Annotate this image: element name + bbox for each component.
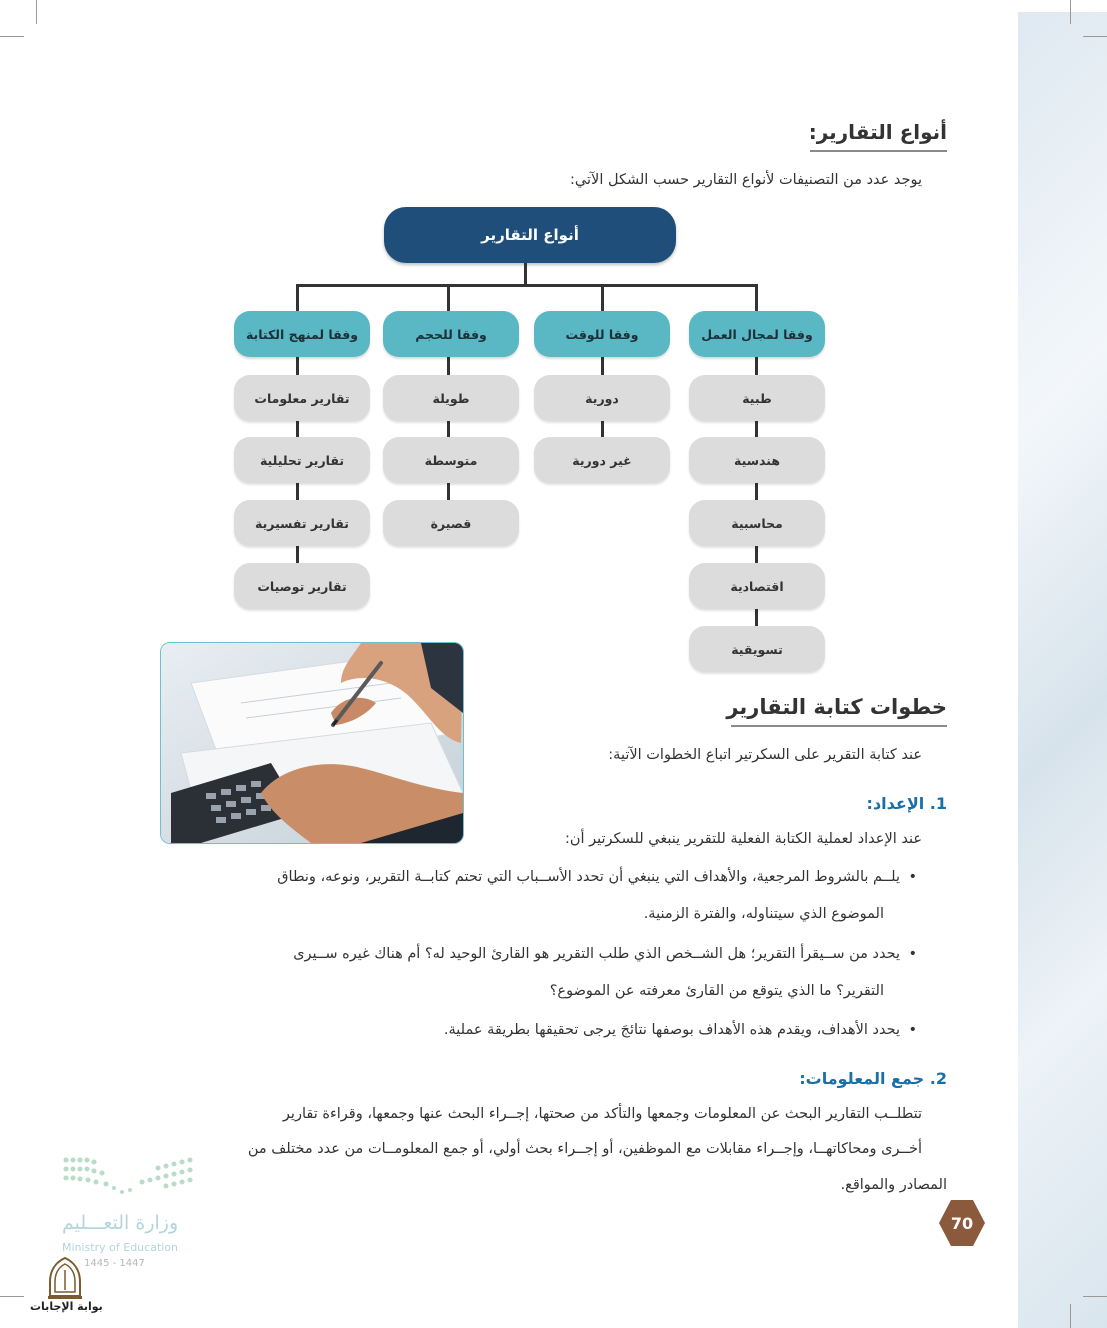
bullet-2-line-1: يحدد من ســيقرأ التقرير؛ هل الشــخص الذي طلب التقرير هو القارئ الوحيد له؟ أم هناك غيره ســيرى	[293, 946, 900, 962]
connector	[524, 263, 527, 285]
crop-mark	[1070, 0, 1071, 24]
step1-intro: عند الإعداد لعملية الكتابة الفعلية للتقرير ينبغي للسكرتير أن:	[564, 831, 922, 847]
crop-mark	[1083, 36, 1107, 37]
ministry-name-english: Ministry of Education	[62, 1241, 179, 1254]
diagram-item: طبية	[689, 375, 825, 421]
connector	[755, 609, 758, 626]
step2-line-1: تتطلــب التقارير البحث عن المعلومات وجمعها والتأكد من صحتها، إجــراء البحث عنها وجمعها، وقراءة تقارير	[282, 1106, 922, 1122]
diagram-item: قصيرة	[383, 500, 519, 546]
site-logo-icon	[44, 1256, 86, 1300]
bullet-1-line-1: يلــم بالشروط المرجعية، والأهداف التي ينبغي أن تحدد الأســباب التي تحتم كتابــة التقرير، ونوعه، ونطاق	[277, 869, 900, 885]
category-work-field: وفقا لمجال العمل	[689, 311, 825, 357]
connector	[296, 284, 758, 287]
bullet-3-line-1: يحدد الأهداف، ويقدم هذه الأهداف بوصفها نتائجَ يرجى تحقيقها بطريقة عملية.	[443, 1022, 900, 1038]
connector	[755, 483, 758, 500]
connector	[601, 420, 604, 437]
connector	[296, 357, 299, 375]
connector	[601, 284, 604, 311]
types-intro: يوجد عدد من التصنيفات لأنواع التقارير حسب الشكل الآتي:	[570, 172, 922, 188]
connector	[447, 357, 450, 375]
connector	[296, 284, 299, 311]
site-watermark: بوابة الإجابات	[30, 1300, 103, 1313]
bullet-dot: •	[908, 1022, 917, 1038]
step2-line-2: أخــرى ومحاكاتهــا، وإجــراء مقابلات مع الموظفين، أو إجــراء بحث أولي، أو جمع المعلومــات من عدد مختلف من	[247, 1141, 922, 1157]
connector	[755, 284, 758, 311]
steps-intro: عند كتابة التقرير على السكرتير اتباع الخطوات الآتية:	[608, 747, 922, 763]
connector	[296, 546, 299, 563]
diagram-item: هندسية	[689, 437, 825, 483]
section-title-steps: خطوات كتابة التقارير	[726, 695, 947, 719]
side-decoration	[1018, 12, 1107, 1328]
bullet-dot: •	[908, 946, 917, 962]
crop-mark	[36, 0, 37, 24]
diagram-item: غير دورية	[534, 437, 670, 483]
crop-mark	[1070, 1304, 1071, 1328]
connector	[447, 483, 450, 500]
heading-underline	[731, 725, 947, 727]
diagram-item: اقتصادية	[689, 563, 825, 609]
section-title-types: أنواع التقارير:	[808, 120, 947, 144]
ministry-logo-dots	[62, 1152, 196, 1200]
connector	[296, 483, 299, 500]
diagram-item: تقارير تفسيرية	[234, 500, 370, 546]
writing-report-photo	[160, 642, 464, 844]
diagram-root-node: أنواع التقارير	[384, 207, 676, 263]
diagram-item: تقارير معلومات	[234, 375, 370, 421]
heading-underline	[810, 150, 947, 152]
category-time: وفقا للوقت	[534, 311, 670, 357]
diagram-item: طويلة	[383, 375, 519, 421]
diagram-item: متوسطة	[383, 437, 519, 483]
bullet-2-line-2: التقرير؟ ما الذي يتوقع من القارئ معرفته عن الموضوع؟	[549, 983, 884, 999]
connector	[755, 546, 758, 563]
connector	[755, 357, 758, 375]
connector	[447, 284, 450, 311]
step1-title: 1. الإعداد:	[866, 794, 947, 813]
connector	[296, 420, 299, 437]
step2-line-3: المصادر والمواقع.	[840, 1177, 947, 1193]
crop-mark	[0, 1296, 24, 1297]
diagram-item: دورية	[534, 375, 670, 421]
diagram-item: محاسبية	[689, 500, 825, 546]
step2-title: 2. جمع المعلومات:	[799, 1069, 947, 1088]
bullet-dot: •	[908, 869, 917, 885]
bullet-1-line-2: الموضوع الذي سيتناوله، والفترة الزمنية.	[643, 906, 884, 922]
ministry-name-arabic: وزارة التعـــليم	[62, 1212, 179, 1234]
crop-mark	[0, 36, 24, 37]
connector	[447, 420, 450, 437]
category-writing-method: وفقا لمنهج الكتابة	[234, 311, 370, 357]
connector	[601, 357, 604, 375]
diagram-item: تقارير توصيات	[234, 563, 370, 609]
category-size: وفقا للحجم	[383, 311, 519, 357]
crop-mark	[1083, 1296, 1107, 1297]
page-number: 70	[950, 1213, 974, 1233]
diagram-item: تقارير تحليلية	[234, 437, 370, 483]
connector	[755, 420, 758, 437]
diagram-item: تسويقية	[689, 626, 825, 672]
ministry-year: 1445 - 1447	[84, 1258, 145, 1269]
